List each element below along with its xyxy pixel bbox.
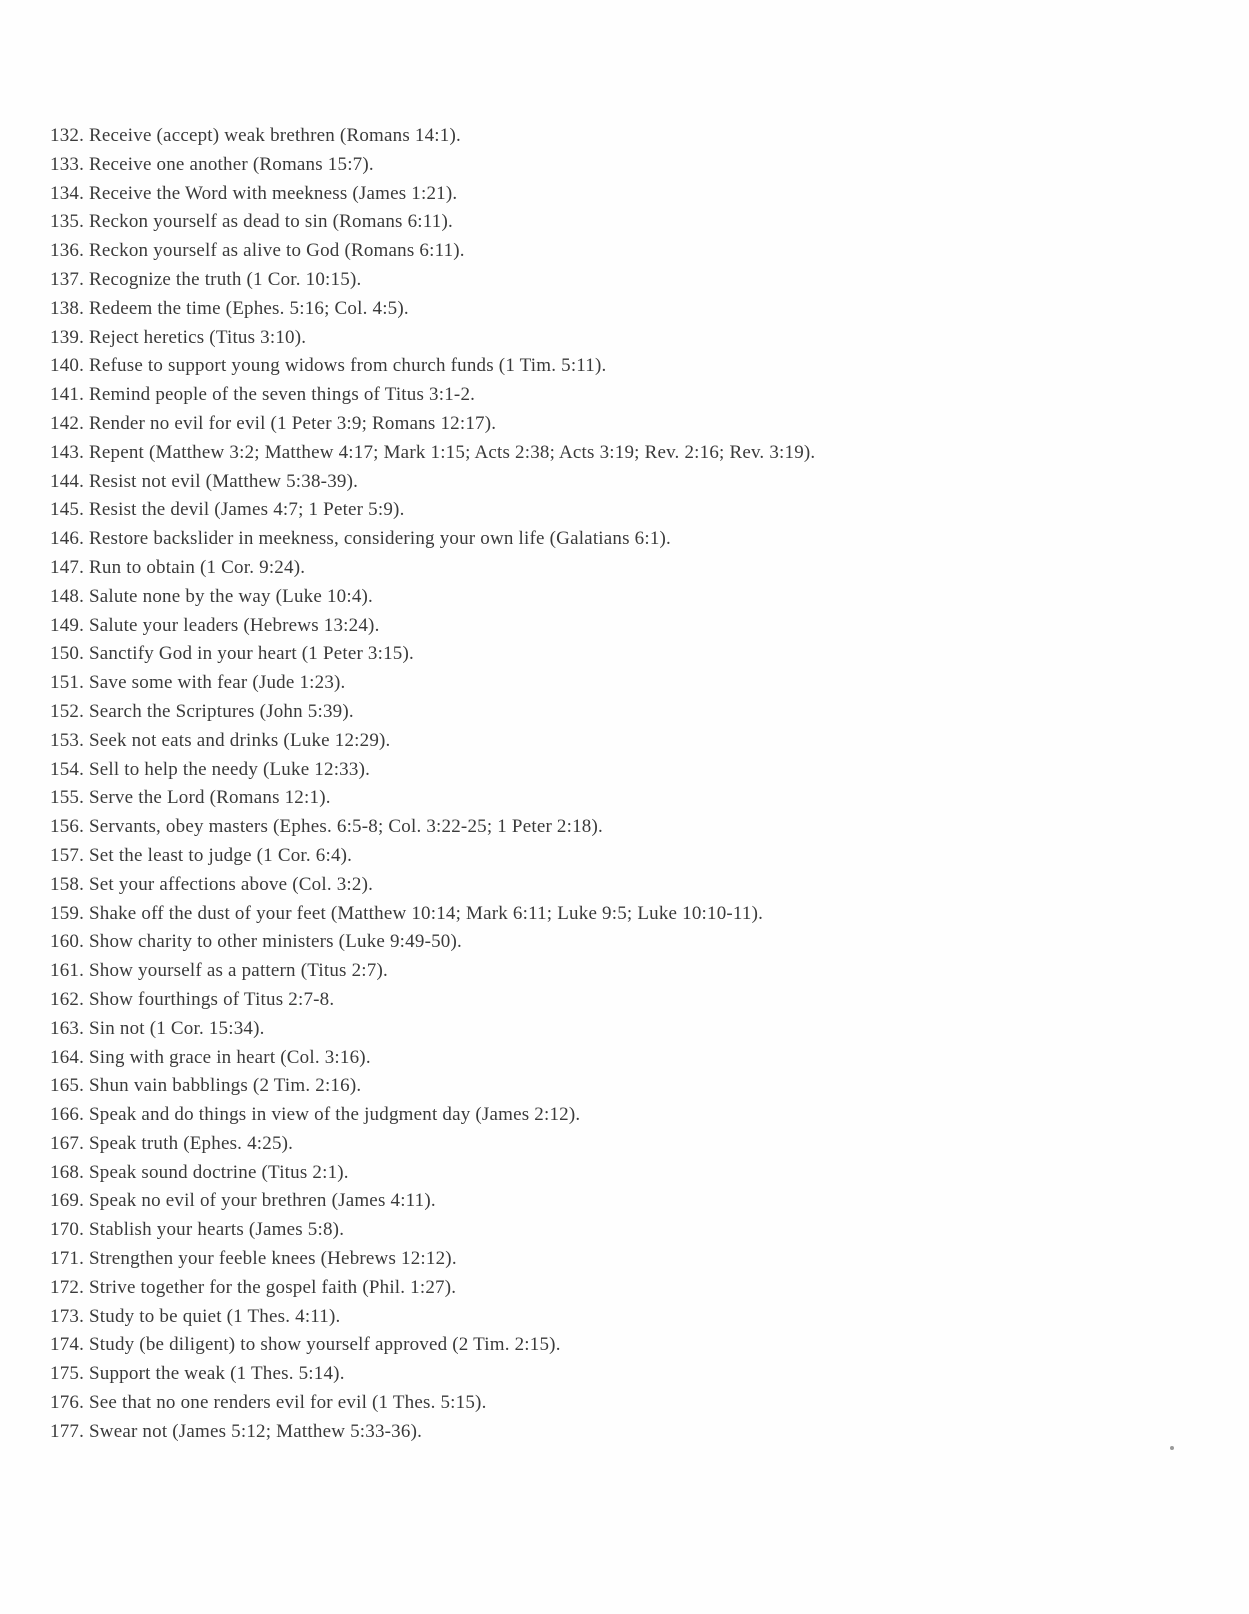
list-item: 135. Reckon yourself as dead to sin (Romans 6:11). [50,211,453,233]
list-item: 161. Show yourself as a pattern (Titus 2:7). [50,960,388,982]
list-item: 166. Speak and do things in view of the judgment day (James 2:12). [50,1104,581,1126]
list-item: 146. Restore backslider in meekness, considering your own life (Galatians 6:1). [50,528,672,550]
list-item: 155. Serve the Lord (Romans 12:1). [50,787,331,809]
list-item: 176. See that no one renders evil for evil (1 Thes. 5:15). [50,1392,487,1414]
list-item: 137. Recognize the truth (1 Cor. 10:15). [50,268,362,290]
list-item: 170. Stablish your hearts (James 5:8). [50,1219,345,1241]
command-list [50,122,815,1447]
list-item: 139. Reject heretics (Titus 3:10). [50,326,307,348]
list-item: 160. Show charity to other ministers (Luke 9:49-50). [50,931,462,953]
list-item: 144. Resist not evil (Matthew 5:38-39). [50,470,359,492]
list-item: 169. Speak no evil of your brethren (James 4:11). [50,1190,436,1212]
list-item: 148. Salute none by the way (Luke 10:4). [50,585,374,607]
list-item: 134. Receive the Word with meekness (James 1:21). [50,182,458,204]
list-item: 140. Refuse to support young widows from church funds (1 Tim. 5:11). [50,355,607,377]
list-item: 143. Repent (Matthew 3:2; Matthew 4:17; Mark 1:15; Acts 2:38; Acts 3:19; Rev. 2:16; Rev. 3:19). [50,441,816,463]
list-item: 154. Sell to help the needy (Luke 12:33). [50,758,371,780]
list-item: 168. Speak sound doctrine (Titus 2:1). [50,1161,349,1183]
list-item: 167. Speak truth (Ephes. 4:25). [50,1132,294,1154]
list-item: 174. Study (be diligent) to show yourself approved (2 Tim. 2:15). [50,1334,561,1356]
list-item: 163. Sin not (1 Cor. 15:34). [50,1017,265,1039]
list-item: 165. Shun vain babblings (2 Tim. 2:16). [50,1075,362,1097]
list-item: 177. Swear not (James 5:12; Matthew 5:33-36). [50,1420,423,1442]
list-item: 171. Strengthen your feeble knees (Hebrews 12:12). [50,1248,457,1270]
list-item: 162. Show fourthings of Titus 2:7-8. [50,988,335,1010]
list-item: 149. Salute your leaders (Hebrews 13:24). [50,614,380,636]
list-item: 157. Set the least to judge (1 Cor. 6:4). [50,844,353,866]
list-item: 150. Sanctify God in your heart (1 Peter 3:15). [50,643,414,665]
list-item: 132. Receive (accept) weak brethren (Romans 14:1). [50,125,461,146]
list-item: 159. Shake off the dust of your feet (Matthew 10:14; Mark 6:11; Luke 9:5; Luke 10:10-11). [50,902,764,924]
list-item: 136. Reckon yourself as alive to God (Romans 6:11). [50,240,465,262]
list-item: 145. Resist the devil (James 4:7; 1 Peter 5:9). [50,499,405,521]
list-item: 147. Run to obtain (1 Cor. 9:24). [50,556,306,578]
list-item: 141. Remind people of the seven things of Titus 3:1-2. [50,384,476,406]
list-item: 173. Study to be quiet (1 Thes. 4:11). [50,1305,341,1327]
list-item: 158. Set your affections above (Col. 3:2). [50,873,374,895]
list-item: 152. Search the Scriptures (John 5:39). [50,700,354,722]
list-item: 153. Seek not eats and drinks (Luke 12:29). [50,729,391,751]
list-item: 175. Support the weak (1 Thes. 5:14). [50,1363,345,1385]
list-item: 142. Render no evil for evil (1 Peter 3:9; Romans 12:17). [50,412,497,434]
list-item: 172. Strive together for the gospel faith (Phil. 1:27). [50,1276,457,1298]
scan-speck [1170,1446,1174,1450]
list-item: 133. Receive one another (Romans 15:7). [50,153,374,175]
list-item: 156. Servants, obey masters (Ephes. 6:5-8; Col. 3:22-25; 1 Peter 2:18). [50,816,603,838]
list-item: 151. Save some with fear (Jude 1:23). [50,672,346,694]
list-item: 138. Redeem the time (Ephes. 5:16; Col. 4:5). [50,297,409,319]
list-item: 164. Sing with grace in heart (Col. 3:16). [50,1046,371,1068]
